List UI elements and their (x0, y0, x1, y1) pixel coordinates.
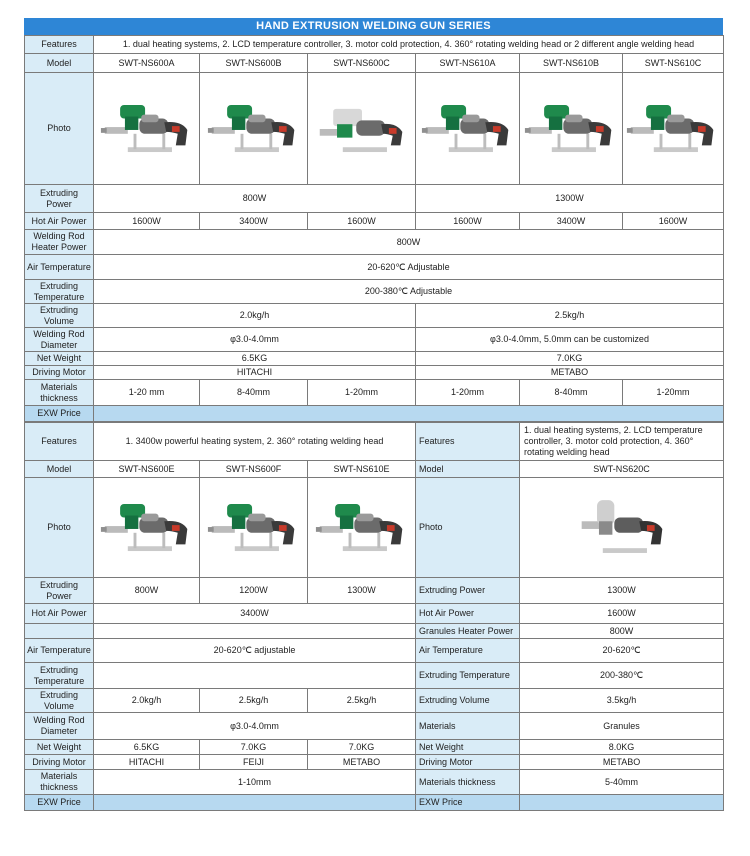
welding-gun-photo (420, 93, 516, 165)
spec-value: 1-10mm (94, 770, 416, 795)
welding-gun-photo (625, 93, 721, 165)
spec-value: METABO (416, 366, 724, 380)
spec-value: 2.0kg/h (94, 689, 200, 713)
photo-label: Photo (25, 478, 94, 578)
spec-value: 2.5kg/h (200, 689, 308, 713)
product-photo (520, 478, 724, 578)
welding-gun-photo (574, 492, 670, 564)
hot-air-label: Hot Air Power (25, 604, 94, 624)
product-photo (200, 478, 308, 578)
welding-gun-photo (99, 93, 195, 165)
ext-temp-label: Extruding Temperature (25, 663, 94, 689)
welding-gun-photo (314, 492, 410, 564)
net-weight-label: Net Weight (25, 352, 94, 366)
spec-value: 2.0kg/h (94, 304, 416, 328)
product-photo (416, 73, 520, 185)
motor-label: Driving Motor (25, 366, 94, 380)
spec-value-right: Granules (520, 713, 724, 740)
thickness-label: Materials thickness (25, 770, 94, 795)
product-photo (94, 478, 200, 578)
model-cell: SWT-NS610C (623, 54, 724, 73)
rod-dia-label: Welding Rod Diameter (25, 328, 94, 352)
spec-value: 6.5KG (94, 352, 416, 366)
spec-value-right: 200-380℃ (520, 663, 724, 689)
model-cell: SWT-NS600B (200, 54, 308, 73)
spec-value: 1600W (623, 213, 724, 230)
net-weight-label: Net Weight (25, 740, 94, 755)
spec-value: 1300W (416, 185, 724, 213)
product-photo (308, 478, 416, 578)
spec-value-right: 1600W (520, 604, 724, 624)
exw-price-value-right (520, 795, 724, 811)
photo-label: Photo (25, 73, 94, 185)
spec-value: 3400W (520, 213, 623, 230)
spec-value: 1600W (308, 213, 416, 230)
ext-volume-label-right: Extruding Volume (416, 689, 520, 713)
spec-value: 8-40mm (520, 380, 623, 406)
welding-gun-photo (314, 93, 410, 165)
net-weight-label-right: Net Weight (416, 740, 520, 755)
spec-value: 1200W (200, 578, 308, 604)
thickness-label-right: Materials thickness (416, 770, 520, 795)
model-label: Model (25, 54, 94, 73)
features-label: Features (25, 36, 94, 54)
spec-value: 1300W (308, 578, 416, 604)
extruding-power-label: Extruding Power (25, 578, 94, 604)
motor-label-right: Driving Motor (416, 755, 520, 770)
spec-value: METABO (308, 755, 416, 770)
spec-value: 800W (94, 230, 724, 255)
spec-value: 7.0KG (416, 352, 724, 366)
model-cell-right: SWT-NS620C (520, 461, 724, 478)
model-cell: SWT-NS600F (200, 461, 308, 478)
spec-value: 1-20mm (308, 380, 416, 406)
spec-value: HITACHI (94, 366, 416, 380)
spec-value: 800W (94, 578, 200, 604)
ext-volume-label: Extruding Volume (25, 689, 94, 713)
motor-label: Driving Motor (25, 755, 94, 770)
product-sheet (24, 18, 723, 811)
spec-value-right: 20-620℃ (520, 639, 724, 663)
spec-value-right: 8.0KG (520, 740, 724, 755)
exw-price-label: EXW Price (25, 795, 94, 811)
granules-label-right: Granules Heater Power (416, 624, 520, 639)
thickness-label: Materials thickness (25, 380, 94, 406)
spec-value: 2.5kg/h (416, 304, 724, 328)
rod-dia-label: Welding Rod Diameter (25, 713, 94, 740)
exw-price-label: EXW Price (25, 406, 94, 422)
spec-value-right: 800W (520, 624, 724, 639)
ext-temp-label: Extruding Temperature (25, 280, 94, 304)
spec-value: 2.5kg/h (308, 689, 416, 713)
rod-heater-label: Welding Rod Heater Power (25, 230, 94, 255)
model-cell: SWT-NS600A (94, 54, 200, 73)
spec-value: 1-20 mm (94, 380, 200, 406)
features-value: 1. dual heating systems, 2. LCD temperature controller, 3. motor cold protection, 4. 360° rotating welding head or 2 different angle welding head (94, 36, 724, 54)
welding-gun-photo (523, 93, 619, 165)
hot-air-label-right: Hot Air Power (416, 604, 520, 624)
ext-temp-label-right: Extruding Temperature (416, 663, 520, 689)
photo-label-right: Photo (416, 478, 520, 578)
spec-value: 20-620℃ adjustable (94, 639, 416, 663)
model-cell: SWT-NS600C (308, 54, 416, 73)
spec-value: 800W (94, 185, 416, 213)
spec-value: φ3.0-4.0mm (94, 328, 416, 352)
spec-value-right: METABO (520, 755, 724, 770)
model-cell: SWT-NS600E (94, 461, 200, 478)
blank-value (94, 663, 416, 689)
air-temp-label: Air Temperature (25, 639, 94, 663)
product-photo (200, 73, 308, 185)
exw-price-label-right: EXW Price (416, 795, 520, 811)
model-label: Model (25, 461, 94, 478)
exw-price-value (94, 795, 416, 811)
exw-price-value (94, 406, 724, 422)
welding-gun-photo (99, 492, 195, 564)
spec-value: 7.0KG (200, 740, 308, 755)
spec-value-right: 1300W (520, 578, 724, 604)
spec-value-right: 5-40mm (520, 770, 724, 795)
product-photo (94, 73, 200, 185)
hot-air-label: Hot Air Power (25, 213, 94, 230)
materials-label-right: Materials (416, 713, 520, 740)
features-label-right: Features (416, 423, 520, 461)
spec-value: 200-380℃ Adjustable (94, 280, 724, 304)
welding-gun-photo (206, 93, 302, 165)
spec-value: 7.0KG (308, 740, 416, 755)
product-photo (623, 73, 724, 185)
spec-value: 1600W (416, 213, 520, 230)
features-label: Features (25, 423, 94, 461)
spec-value: FEIJI (200, 755, 308, 770)
model-cell: SWT-NS610A (416, 54, 520, 73)
model-label-right: Model (416, 461, 520, 478)
spec-value: 8-40mm (200, 380, 308, 406)
spec-value: HITACHI (94, 755, 200, 770)
ext-volume-label: Extruding Volume (25, 304, 94, 328)
model-cell: SWT-NS610B (520, 54, 623, 73)
spec-value: 6.5KG (94, 740, 200, 755)
spec-value: 20-620℃ Adjustable (94, 255, 724, 280)
spec-value: 1-20mm (623, 380, 724, 406)
air-temp-label-right: Air Temperature (416, 639, 520, 663)
product-photo (308, 73, 416, 185)
air-temp-label: Air Temperature (25, 255, 94, 280)
extruding-power-label-right: Extruding Power (416, 578, 520, 604)
blank-value (94, 624, 416, 639)
spec-value: φ3.0-4.0mm (94, 713, 416, 740)
spec-value: φ3.0-4.0mm, 5.0mm can be customized (416, 328, 724, 352)
blank-label (25, 624, 94, 639)
spec-value-right: 3.5kg/h (520, 689, 724, 713)
sheet-title: HAND EXTRUSION WELDING GUN SERIES (24, 18, 723, 35)
model-cell: SWT-NS610E (308, 461, 416, 478)
features-value-right: 1. dual heating systems, 2. LCD temperature controller, 3. motor cold protection, 4. 360° rotating welding head (520, 423, 724, 461)
spec-value: 3400W (200, 213, 308, 230)
top-spec-table (24, 35, 724, 422)
welding-gun-photo (206, 492, 302, 564)
features-value: 1. 3400w powerful heating system, 2. 360° rotating welding head (94, 423, 416, 461)
bottom-spec-table (24, 422, 724, 811)
product-photo (520, 73, 623, 185)
spec-value: 3400W (94, 604, 416, 624)
spec-value: 1600W (94, 213, 200, 230)
extruding-power-label: Extruding Power (25, 185, 94, 213)
spec-value: 1-20mm (416, 380, 520, 406)
